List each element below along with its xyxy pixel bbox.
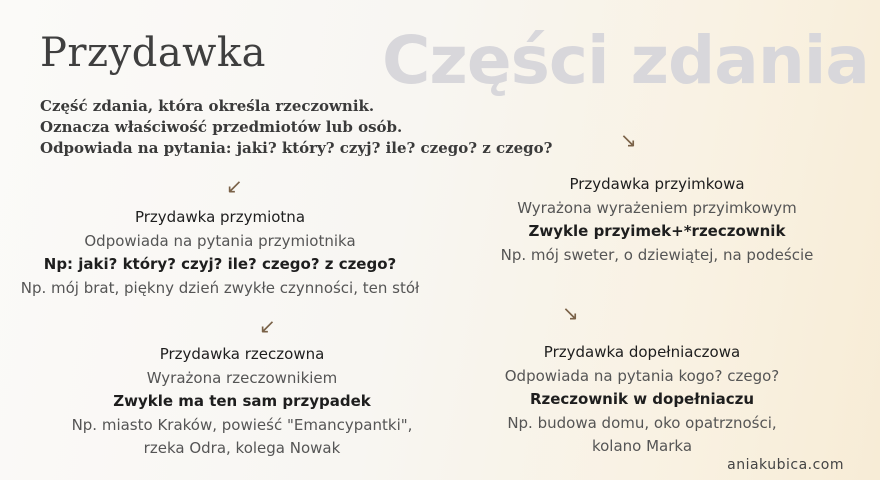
section-description: Odpowiada na pytania przymiotnika [84, 231, 356, 250]
section-example: Np. miasto Kraków, powieść "Emancypantki", [71, 415, 413, 434]
section-description: Wyrażona wyrażeniem przyimkowym [517, 198, 797, 217]
section-example: Np. budowa domu, oko opatrzności, [507, 413, 777, 432]
section-heading: Przydawka przyimkowa [569, 175, 745, 193]
section-przydawka-przyimkowa [470, 173, 844, 267]
site-credit: aniakubica.com [727, 457, 844, 473]
section-rule: Np: jaki? który? czyj? ile? czego? z czego? [43, 255, 397, 273]
page-title: Przydawka [40, 30, 266, 76]
section-example: rzeka Odra, kolega Nowak [143, 439, 341, 457]
section-rule: Rzeczownik w dopełniaczu [529, 390, 755, 408]
definition-line: Oznacza właściwość przedmiotów lub osób. [40, 118, 403, 136]
definition-line: Odpowiada na pytania: jaki? który? czyj? ile? czego? z czego? [40, 139, 553, 157]
arrow-down-right-icon: ↘ [620, 128, 637, 152]
background-watermark-title: Części zdania [382, 22, 869, 99]
section-heading: Przydawka rzeczowna [159, 345, 325, 363]
arrow-down-left-icon: ↙ [259, 314, 276, 338]
section-example: Np. mój sweter, o dziewiątej, na podeście [500, 245, 814, 264]
section-description: Wyrażona rzeczownikiem [146, 368, 338, 387]
section-rule: Zwykle przyimek+*rzeczownik [528, 222, 786, 240]
definition-text [40, 96, 552, 159]
arrow-down-left-icon: ↙ [226, 174, 243, 198]
section-przydawka-przymiotna [0, 206, 440, 300]
section-description: Odpowiada na pytania kogo? czego? [504, 366, 780, 385]
section-przydawka-dopelniaczowa [472, 341, 812, 459]
section-przydawka-rzeczowna [0, 343, 484, 461]
section-rule: Zwykle ma ten sam przypadek [113, 392, 371, 410]
section-example: kolano Marka [591, 437, 693, 455]
section-heading: Przydawka przymiotna [134, 208, 306, 226]
definition-line: Część zdania, która określa rzeczownik. [40, 97, 375, 115]
section-heading: Przydawka dopełniaczowa [543, 343, 741, 361]
arrow-down-right-icon: ↘ [562, 301, 579, 325]
section-example: Np. mój brat, piękny dzień zwykłe czynności, ten stół [20, 278, 420, 297]
